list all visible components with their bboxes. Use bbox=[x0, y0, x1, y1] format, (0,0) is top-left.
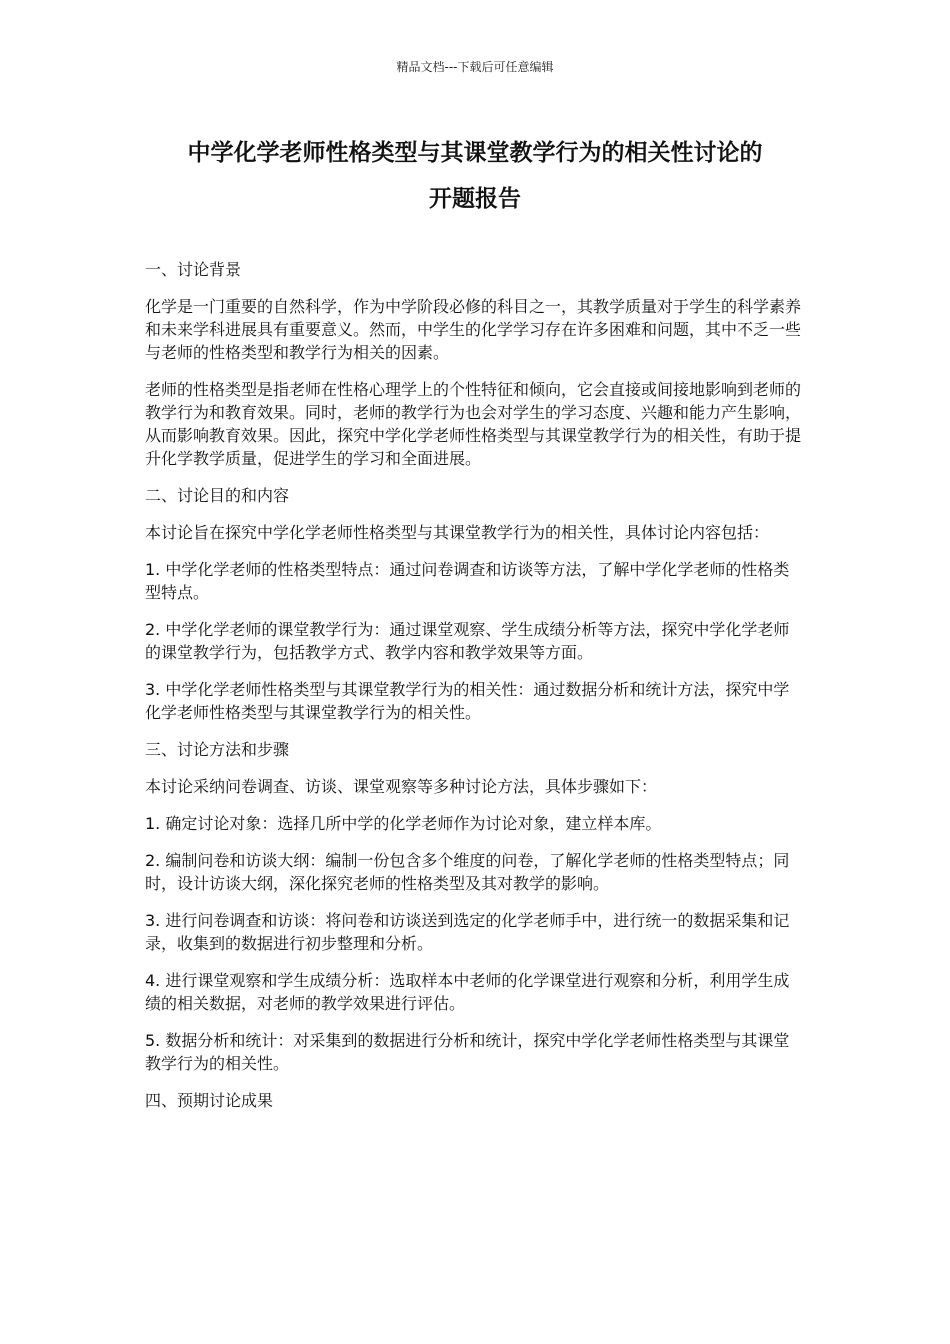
paragraph-methods-intro: 本讨论采纳问卷调查、访谈、课堂观察等多种讨论方法，具体步骤如下： bbox=[145, 777, 658, 796]
paragraph-background-2: 老师的性格类型是指老师在性格心理学上的个性特征和倾向，它会直接或间接地影响到老师的教学行为和教育效果。同时，老师的教学行为也会对学生的学习态度、兴趣和能力产生影响，从而影响教育效果。因此，探究中学化学老师性格类型与其课堂教学行为的相关性，有助于提升化学教学质量，促进学生的学习和全面进展。 bbox=[145, 380, 802, 468]
page-header: 精品文档---下载后可任意编辑 bbox=[396, 60, 554, 74]
document-title bbox=[140, 130, 810, 222]
section-heading-background: 一、讨论背景 bbox=[145, 260, 242, 279]
list-item-method-1: 1. 确定讨论对象：选择几所中学的化学老师作为讨论对象，建立样本库。 bbox=[145, 814, 662, 833]
title-line-2: 开题报告 bbox=[429, 186, 521, 212]
section-heading-purpose: 二、讨论目的和内容 bbox=[145, 486, 290, 505]
paragraph-purpose-intro: 本讨论旨在探究中学化学老师性格类型与其课堂教学行为的相关性，具体讨论内容包括： bbox=[145, 523, 770, 542]
list-item-purpose-3: 3. 中学化学老师性格类型与其课堂教学行为的相关性：通过数据分析和统计方法，探究中学化学老师性格类型与其课堂教学行为的相关性。 bbox=[145, 680, 790, 722]
section-heading-outcomes: 四、预期讨论成果 bbox=[145, 1091, 274, 1110]
list-item-method-4: 4. 进行课堂观察和学生成绩分析：选取样本中老师的化学课堂进行观察和分析，利用学生成绩的相关数据，对老师的教学效果进行评估。 bbox=[145, 971, 790, 1013]
title-line-1: 中学化学老师性格类型与其课堂教学行为的相关性讨论的 bbox=[187, 140, 763, 166]
list-item-purpose-1: 1. 中学化学老师的性格类型特点：通过问卷调查和访谈等方法，了解中学化学老师的性格类型特点。 bbox=[145, 560, 790, 602]
section-heading-methods: 三、讨论方法和步骤 bbox=[145, 740, 290, 759]
list-item-purpose-2: 2. 中学化学老师的课堂教学行为：通过课堂观察、学生成绩分析等方法，探究中学化学老师的课堂教学行为，包括教学方式、教学内容和教学效果等方面。 bbox=[145, 620, 790, 662]
list-item-method-2: 2. 编制问卷和访谈大纲：编制一份包含多个维度的问卷，了解化学老师的性格类型特点；同时，设计访谈大纲，深化探究老师的性格类型及其对教学的影响。 bbox=[145, 851, 790, 893]
document-body bbox=[145, 258, 805, 1126]
paragraph-background-1: 化学是一门重要的自然科学，作为中学阶段必修的科目之一，其教学质量对于学生的科学素养和未来学科进展具有重要意义。然而，中学生的化学学习存在许多困难和问题，其中不乏一些与老师的性格类型和教学行为相关的因素。 bbox=[145, 297, 802, 362]
list-item-method-5: 5. 数据分析和统计：对采集到的数据进行分析和统计，探究中学化学老师性格类型与其课堂教学行为的相关性。 bbox=[145, 1031, 790, 1073]
list-item-method-3: 3. 进行问卷调查和访谈：将问卷和访谈送到选定的化学老师手中，进行统一的数据采集和记录，收集到的数据进行初步整理和分析。 bbox=[145, 911, 790, 953]
